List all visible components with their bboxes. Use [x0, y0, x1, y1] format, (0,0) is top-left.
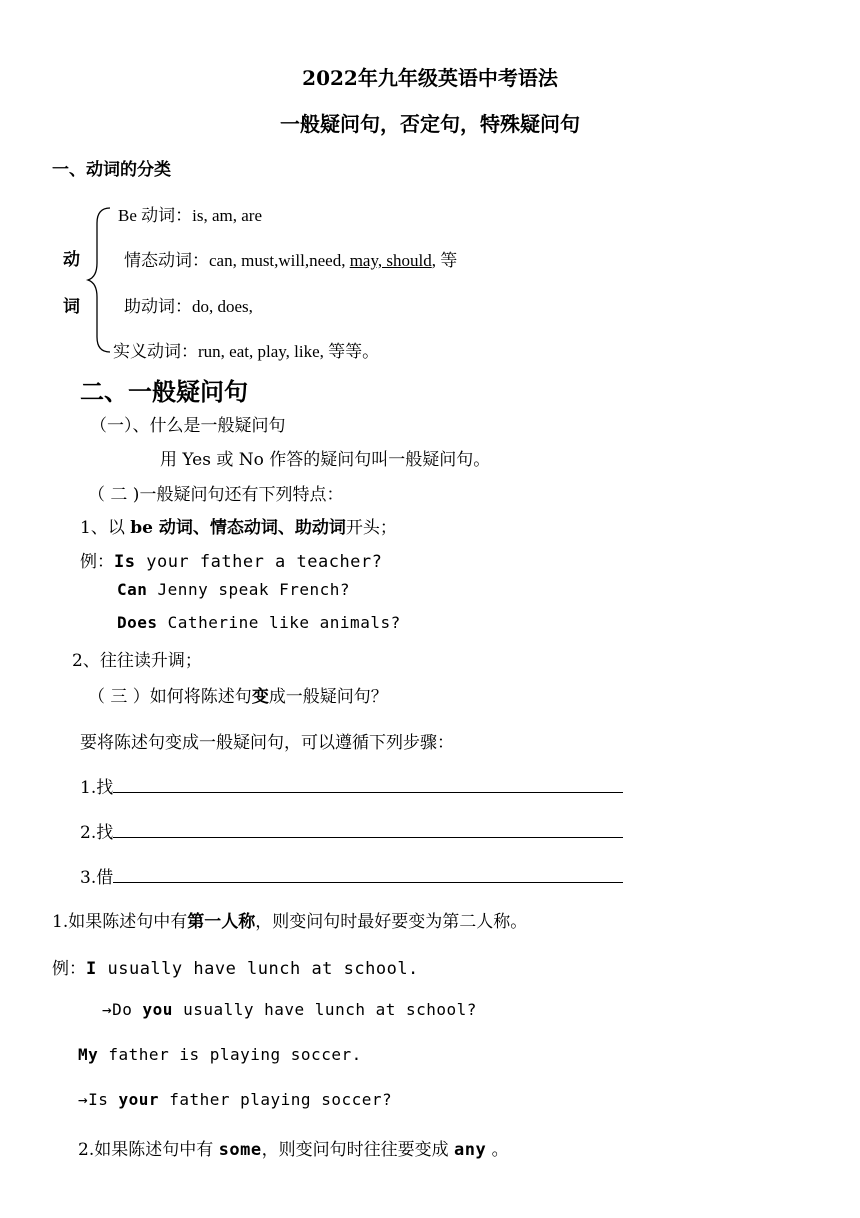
rule-example-1-text: usually have lunch at school. [96, 959, 419, 979]
rule-example-4-bold: your [118, 1090, 160, 1109]
page-title: 2022年九年级英语中考语法 [302, 66, 558, 90]
section1-heading: 一、动词的分类 [52, 160, 171, 180]
step-3-label: 3.借 [80, 868, 114, 888]
section2-heading: 二、一般疑问句 [80, 377, 248, 406]
be-verb-item: Be 动词：is, am, are [118, 206, 262, 225]
example-1 [80, 547, 382, 572]
point-1-prefix: 1、以 [80, 518, 131, 538]
step-1-label: 1.找 [80, 778, 114, 798]
rule-2-bold-any: any [453, 1140, 487, 1160]
rule-example-2-prefix: →Do [102, 1000, 143, 1019]
rule-example-2-text: usually have lunch at school? [172, 1000, 477, 1019]
sub-heading-2: （ 二 )一般疑问句还有下列特点： [88, 485, 344, 505]
rule-example-1-bold: I [86, 959, 97, 979]
modal-verb-suffix: , 等 [431, 251, 458, 270]
example-2-bold: Can [117, 580, 148, 599]
rule-example-3-text: father is playing soccer. [98, 1045, 362, 1064]
rule-example-4 [78, 1090, 392, 1109]
rule-2-middle: ，则变问句时往往要变成 [261, 1140, 454, 1160]
rule-1-prefix: 1.如果陈述句中有 [52, 912, 188, 932]
step-2 [80, 818, 623, 843]
main-verb-item: 实义动词：run, eat, play, like, 等等。 [113, 342, 380, 361]
sub-heading-3-bold: 变 [251, 687, 269, 707]
rule-2 [78, 1135, 509, 1160]
step-3-blank[interactable] [113, 866, 623, 883]
step-2-label: 2.找 [80, 823, 114, 843]
point-1-bold: be 动词、情态动词、助动词 [130, 518, 346, 538]
sub-heading-3 [88, 682, 388, 707]
example-3-text: Catherine like animals? [157, 613, 401, 632]
rule-example-2-bold: you [142, 1000, 173, 1019]
example-2 [117, 580, 350, 599]
sub-heading-1: （一）、什么是一般疑问句 [90, 416, 286, 436]
modal-verb-item [124, 246, 457, 271]
aux-verb-item: 助动词：do, does, [124, 297, 253, 316]
example-1-bold: Is [114, 552, 136, 572]
rule-example-1 [52, 954, 419, 979]
sub-heading-3-suffix: 成一般疑问句？ [268, 687, 388, 707]
rule-2-bold-some: some [218, 1140, 262, 1160]
rule-1-bold: 第一人称 [187, 912, 256, 932]
modal-verb-list: 情态动词：can, must,will,need, [124, 251, 350, 270]
sub-heading-3-prefix: （ 三 ）如何将陈述句 [88, 687, 252, 707]
step-1-blank[interactable] [113, 776, 623, 793]
rule-example-label: 例： [52, 959, 86, 979]
rule-1 [52, 907, 527, 932]
example-2-text: Jenny speak French? [147, 580, 351, 599]
rule-2-suffix: 。 [486, 1140, 509, 1160]
curly-brace-icon [84, 205, 114, 355]
point-2: 2、往往读升调； [72, 651, 202, 671]
step-2-blank[interactable] [113, 821, 623, 838]
rule-example-3 [78, 1045, 362, 1064]
rule-example-2 [102, 1000, 477, 1019]
modal-verb-underlined: may, should [349, 251, 432, 270]
point-1-suffix: 开头； [345, 518, 397, 538]
point-1 [80, 513, 397, 538]
rule-example-4-prefix: →Is [78, 1090, 119, 1109]
step-1 [80, 773, 623, 798]
rule-example-4-text: father playing soccer? [159, 1090, 393, 1109]
example-3 [117, 613, 401, 632]
definition-text: 用 Yes 或 No 作答的疑问句叫一般疑问句。 [160, 450, 491, 470]
brace-label-top: 动 [63, 250, 80, 270]
rule-1-suffix: ，则变问句时最好要变为第二人称。 [255, 912, 528, 932]
example-label: 例： [80, 552, 114, 572]
page-subtitle: 一般疑问句，否定句，特殊疑问句 [280, 112, 580, 136]
brace-label-bottom: 词 [63, 297, 80, 317]
rule-2-prefix: 2.如果陈述句中有 [78, 1140, 219, 1160]
example-3-bold: Does [117, 613, 158, 632]
rule-example-3-bold: My [78, 1045, 99, 1064]
step-3 [80, 863, 623, 888]
example-1-text: your father a teacher? [135, 552, 383, 572]
steps-intro: 要将陈述句变成一般疑问句，可以遵循下列步骤： [80, 733, 454, 753]
